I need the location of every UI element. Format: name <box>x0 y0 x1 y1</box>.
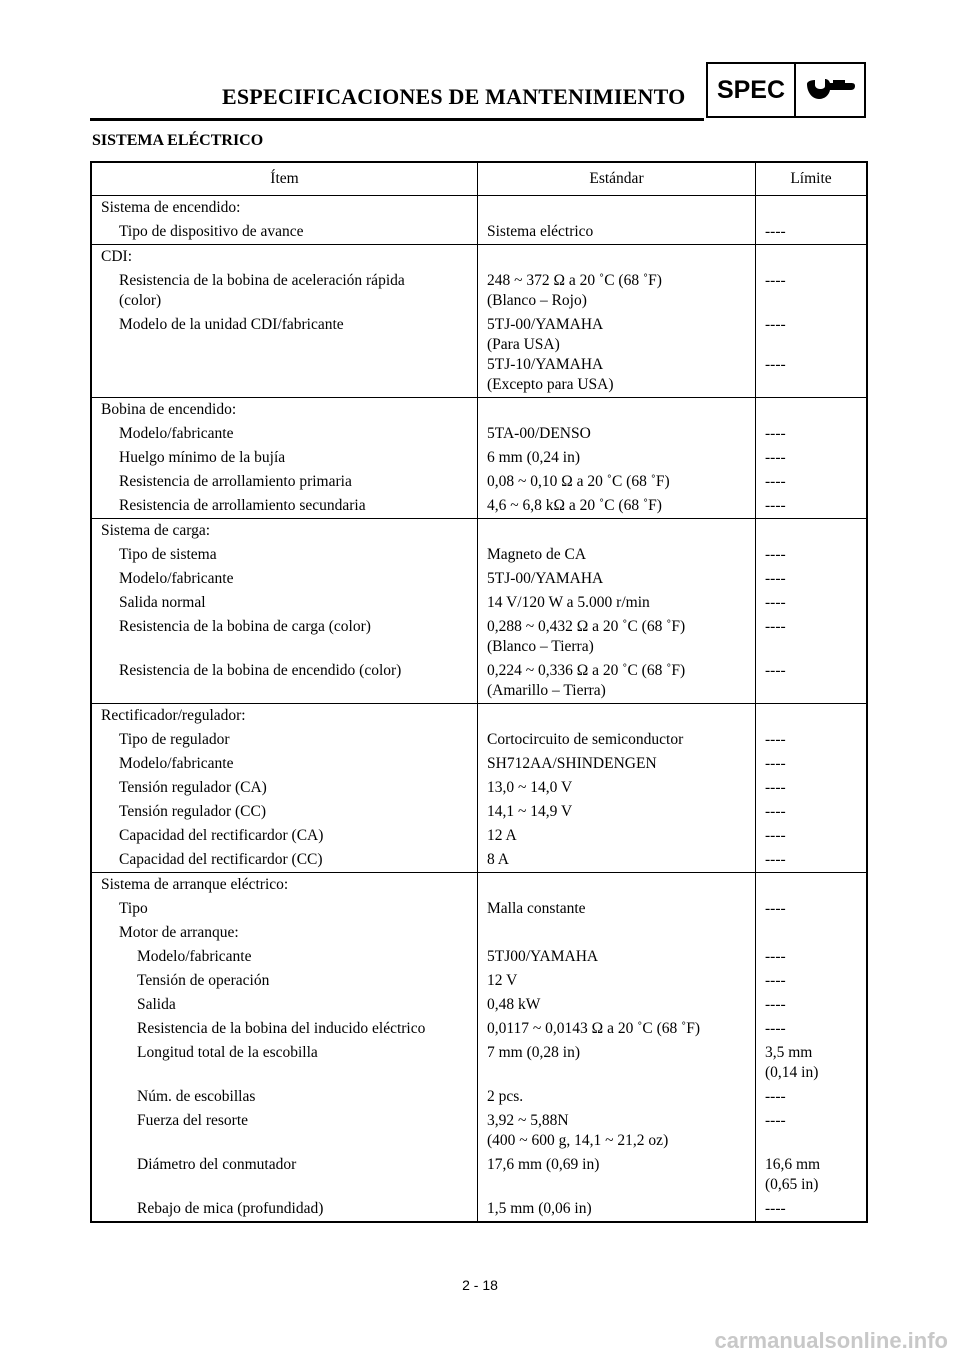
cell-standard: 3,92 ~ 5,88N <box>487 1112 569 1129</box>
cell-item: Modelo/fabricante <box>119 570 234 587</box>
spec-table <box>90 161 868 1223</box>
cell-item-column <box>92 196 478 244</box>
cell-limit: ---- <box>765 1088 786 1105</box>
cell-item: Resistencia de la bobina del inducido eléctrico <box>137 1020 426 1037</box>
cell-limit: ---- <box>765 1112 786 1129</box>
cell-item: Tipo de sistema <box>119 546 217 563</box>
cell-item <box>101 637 477 657</box>
cell-limit-column <box>756 873 866 1221</box>
cell-item: Sistema de arranque eléctrico: <box>101 876 289 893</box>
table-header-row <box>92 163 866 196</box>
cell-limit: ---- <box>765 803 786 820</box>
cell-item-column <box>92 704 478 872</box>
cell-standard: 5TJ00/YAMAHA <box>487 948 599 965</box>
cell-item: Sistema de carga: <box>101 522 211 539</box>
cell-standard: 14 V/120 W a 5.000 r/min <box>487 594 650 611</box>
cell-limit: ---- <box>765 731 786 748</box>
cell-item: Longitud total de la escobilla <box>137 1044 318 1061</box>
cell-standard: Malla constante <box>487 900 586 917</box>
spec-badge-label: SPEC <box>708 64 796 116</box>
cell-limit-column <box>756 519 866 703</box>
cell-limit: ---- <box>765 473 786 490</box>
cell-limit: ---- <box>765 900 786 917</box>
cell-item: Rectificador/regulador: <box>101 707 246 724</box>
cell-limit-column <box>756 704 866 872</box>
cell-standard: 6 mm (0,24 in) <box>487 449 580 466</box>
cell-limit <box>765 375 866 395</box>
table-group <box>92 245 866 398</box>
cell-standard: 4,6 ~ 6,8 kΩ a 20 ˚C (68 ˚F) <box>487 497 662 514</box>
cell-item: Resistencia de arrollamiento secundaria <box>119 497 366 514</box>
cell-limit: ---- <box>765 356 786 373</box>
cell-item: Capacidad del rectificardor (CC) <box>119 851 323 868</box>
cell-item: Tensión regulador (CC) <box>119 803 266 820</box>
cell-limit <box>765 247 866 267</box>
cell-standard <box>487 923 755 943</box>
cell-item: Tipo de regulador <box>119 731 230 748</box>
cell-standard-column <box>478 704 756 872</box>
cell-limit <box>765 637 866 657</box>
cell-item-column <box>92 398 478 518</box>
cell-standard: (Blanco – Tierra) <box>487 638 594 655</box>
cell-limit: ---- <box>765 425 786 442</box>
cell-limit: ---- <box>765 972 786 989</box>
cell-limit-column <box>756 398 866 518</box>
cell-item: Modelo de la unidad CDI/fabricante <box>119 316 344 333</box>
cell-standard: (Excepto para USA) <box>487 376 614 393</box>
cell-limit: ---- <box>765 272 786 289</box>
table-group <box>92 398 866 519</box>
cell-limit <box>765 291 866 311</box>
spec-badge <box>706 62 866 118</box>
cell-limit: ---- <box>765 570 786 587</box>
cell-standard: SH712AA/SHINDENGEN <box>487 755 657 772</box>
table-body <box>92 196 866 1221</box>
cell-item: Sistema de encendido: <box>101 199 241 216</box>
cell-standard: 0,0117 ~ 0,0143 Ω a 20 ˚C (68 ˚F) <box>487 1020 701 1037</box>
cell-limit-column <box>756 245 866 397</box>
cell-standard: (Amarillo – Tierra) <box>487 682 606 699</box>
cell-standard: 13,0 ~ 14,0 V <box>487 779 573 796</box>
cell-item: Fuerza del resorte <box>137 1112 249 1129</box>
header-standard: Estándar <box>478 163 756 195</box>
header-rule <box>90 118 704 121</box>
section-title: SISTEMA ELÉCTRICO <box>92 132 264 149</box>
cell-limit: ---- <box>765 223 786 240</box>
watermark-text: carmanualsonline.info <box>714 1328 948 1353</box>
header-item: Ítem <box>92 163 478 195</box>
cell-item: Resistencia de la bobina de aceleración rápida <box>119 272 405 289</box>
cell-standard: (400 ~ 600 g, 14,1 ~ 21,2 oz) <box>487 1132 669 1149</box>
cell-standard <box>487 706 755 726</box>
cell-standard: 5TJ-10/YAMAHA <box>487 356 604 373</box>
cell-limit: ---- <box>765 618 786 635</box>
cell-item: Bobina de encendido: <box>101 401 237 418</box>
cell-limit: (0,14 in) <box>765 1064 819 1081</box>
cell-item: Capacidad del rectificardor (CA) <box>119 827 324 844</box>
cell-limit <box>765 400 866 420</box>
cell-standard-column <box>478 245 756 397</box>
cell-standard: Sistema eléctrico <box>487 223 594 240</box>
cell-item-column <box>92 873 478 1221</box>
cell-standard: 1,5 mm (0,06 in) <box>487 1200 592 1217</box>
cell-item: Tipo <box>119 900 148 917</box>
cell-item <box>101 335 477 355</box>
cell-standard: 2 pcs. <box>487 1088 524 1105</box>
cell-item: Salida normal <box>119 594 206 611</box>
cell-standard: 0,224 ~ 0,336 Ω a 20 ˚C (68 ˚F) <box>487 662 686 679</box>
page-number: 2 - 18 <box>462 1277 498 1293</box>
cell-standard: Cortocircuito de semiconductor <box>487 731 684 748</box>
cell-item <box>101 681 477 701</box>
cell-standard <box>487 400 755 420</box>
cell-standard: 12 A <box>487 827 517 844</box>
table-group <box>92 704 866 873</box>
cell-limit <box>765 875 866 895</box>
cell-item: CDI: <box>101 248 132 265</box>
cell-standard: 5TJ-00/YAMAHA <box>487 570 604 587</box>
cell-standard: (Para USA) <box>487 336 560 353</box>
cell-item <box>101 1131 477 1151</box>
cell-limit: 16,6 mm <box>765 1156 821 1173</box>
cell-item <box>101 1175 477 1195</box>
cell-standard: 12 V <box>487 972 518 989</box>
cell-limit: ---- <box>765 497 786 514</box>
cell-item <box>101 375 477 395</box>
cell-standard <box>487 1175 755 1195</box>
cell-standard-column <box>478 519 756 703</box>
cell-standard-column <box>478 196 756 244</box>
table-group <box>92 519 866 704</box>
cell-item: Salida <box>137 996 176 1013</box>
cell-limit <box>765 681 866 701</box>
cell-standard: 0,48 kW <box>487 996 541 1013</box>
cell-standard <box>487 521 755 541</box>
cell-standard: 248 ~ 372 Ω a 20 ˚C (68 ˚F) <box>487 272 662 289</box>
cell-limit: ---- <box>765 948 786 965</box>
cell-standard <box>487 198 755 218</box>
table-group <box>92 873 866 1221</box>
cell-standard <box>487 875 755 895</box>
cell-limit: ---- <box>765 316 786 333</box>
cell-limit: ---- <box>765 662 786 679</box>
cell-item: Motor de arranque: <box>119 924 239 941</box>
table-group <box>92 196 866 245</box>
cell-standard: 0,08 ~ 0,10 Ω a 20 ˚C (68 ˚F) <box>487 473 670 490</box>
cell-limit <box>765 335 866 355</box>
cell-item: Modelo/fabricante <box>119 425 234 442</box>
cell-item <box>101 355 477 375</box>
cell-item: Tensión de operación <box>137 972 270 989</box>
cell-limit: ---- <box>765 449 786 466</box>
cell-limit <box>765 198 866 218</box>
cell-item-column <box>92 519 478 703</box>
cell-limit: (0,65 in) <box>765 1176 819 1193</box>
cell-limit: 3,5 mm <box>765 1044 813 1061</box>
cell-standard <box>487 1063 755 1083</box>
cell-standard: (Blanco – Rojo) <box>487 292 587 309</box>
cell-limit <box>765 923 866 943</box>
cell-standard: 7 mm (0,28 in) <box>487 1044 580 1061</box>
cell-item: Huelgo mínimo de la bujía <box>119 449 286 466</box>
cell-limit <box>765 521 866 541</box>
cell-standard: 8 A <box>487 851 509 868</box>
cell-standard-column <box>478 873 756 1221</box>
cell-item: Resistencia de la bobina de carga (color) <box>119 618 371 635</box>
cell-limit: ---- <box>765 827 786 844</box>
cell-limit: ---- <box>765 755 786 772</box>
cell-limit <box>765 1131 866 1151</box>
cell-item: Modelo/fabricante <box>119 755 234 772</box>
header-limit: Límite <box>790 170 832 187</box>
cell-standard-column <box>478 398 756 518</box>
cell-item: Resistencia de arrollamiento primaria <box>119 473 352 490</box>
cell-standard <box>487 247 755 267</box>
cell-limit: ---- <box>765 546 786 563</box>
cell-item: Núm. de escobillas <box>137 1088 256 1105</box>
cell-standard: Magneto de CA <box>487 546 587 563</box>
cell-limit-column <box>756 196 866 244</box>
cell-item: Modelo/fabricante <box>137 948 252 965</box>
cell-item: Resistencia de la bobina de encendido (color) <box>119 662 402 679</box>
cell-item-column <box>92 245 478 397</box>
cell-standard: 14,1 ~ 14,9 V <box>487 803 573 820</box>
cell-limit: ---- <box>765 996 786 1013</box>
cell-standard: 0,288 ~ 0,432 Ω a 20 ˚C (68 ˚F) <box>487 618 686 635</box>
cell-item: Tipo de dispositivo de avance <box>119 223 304 240</box>
wrench-icon <box>796 64 864 116</box>
cell-item: (color) <box>119 292 162 309</box>
cell-item <box>101 1063 477 1083</box>
cell-limit: ---- <box>765 594 786 611</box>
cell-limit: ---- <box>765 1200 786 1217</box>
cell-standard: 5TJ-00/YAMAHA <box>487 316 604 333</box>
cell-standard: 5TA-00/DENSO <box>487 425 591 442</box>
cell-limit: ---- <box>765 779 786 796</box>
cell-limit: ---- <box>765 851 786 868</box>
cell-standard: 17,6 mm (0,69 in) <box>487 1156 600 1173</box>
page-header-title: ESPECIFICACIONES DE MANTENIMIENTO <box>222 84 686 109</box>
cell-item: Rebajo de mica (profundidad) <box>137 1200 324 1217</box>
cell-limit <box>765 706 866 726</box>
cell-item: Tensión regulador (CA) <box>119 779 267 796</box>
cell-item: Diámetro del conmutador <box>137 1156 297 1173</box>
cell-limit: ---- <box>765 1020 786 1037</box>
